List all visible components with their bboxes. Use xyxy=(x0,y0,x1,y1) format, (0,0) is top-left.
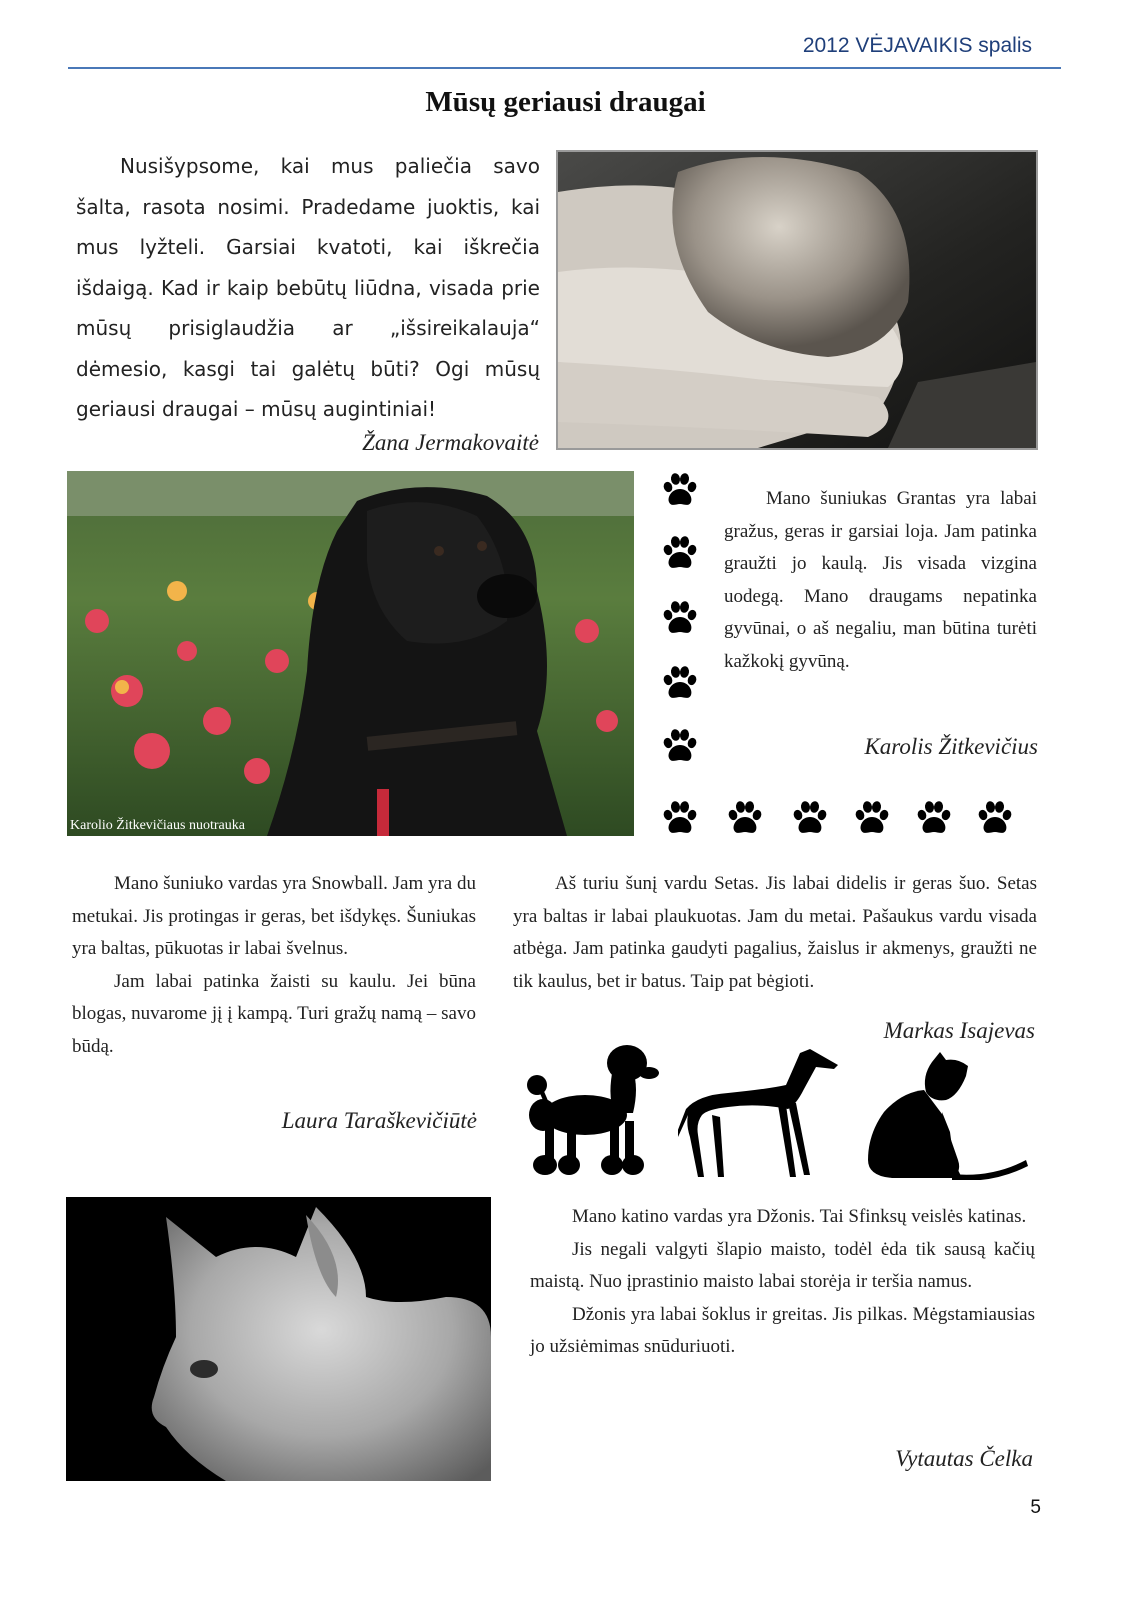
header-rule xyxy=(68,67,1061,69)
story-laura-author: Laura Taraškevičiūtė xyxy=(281,1108,477,1133)
hand-paw-photo xyxy=(556,150,1038,450)
dog-photo xyxy=(67,471,634,836)
story-vytautas-p1: Mano katino vardas yra Džonis. Tai Sfinksų veislės katinas. xyxy=(572,1206,1027,1227)
paw-print-icon xyxy=(975,798,1015,838)
story-karolis xyxy=(724,483,1037,678)
story-laura-p1: Mano šuniuko vardas yra Snowball. Jam yra du metukai. Jis protingas ir geras, bet išdykęs. Šuniukas yra baltas, pūkuotas ir labai švelnus. xyxy=(72,873,476,959)
story-markas-author: Markas Isajevas xyxy=(883,1018,1035,1043)
story-karolis-text: Mano šuniukas Grantas yra labai gražus, geras ir garsiai loja. Jam patinka graužti jo kaulą. Jis visada vizgina uodegą. Mano draugams nepatinka gyvūnai, o aš negaliu, man būtina turėti kažkokį gyvūną. xyxy=(724,488,1037,672)
story-karolis-author: Karolis Žitkevičius xyxy=(864,734,1038,759)
story-vytautas-p3: Džonis yra labai šoklus ir greitas. Jis pilkas. Mėgstamiausias jo užsiėmimas snūduriuoti. xyxy=(530,1303,1035,1357)
intro-author: Žana Jermakovaitė xyxy=(362,430,539,455)
story-vytautas xyxy=(530,1201,1035,1364)
paw-print-icon xyxy=(914,798,954,838)
photo-caption: Karolio Žitkevičiaus nuotrauka xyxy=(70,818,245,833)
sphynx-cat-photo xyxy=(66,1197,491,1481)
paw-print-icon xyxy=(660,598,700,638)
story-laura-p2: Jam labai patinka žaisti su kaulu. Jei būna blogas, nuvarome jį į kampą. Turi gražų namą – savo būdą. xyxy=(72,970,476,1057)
poodle-silhouette-icon xyxy=(515,1043,660,1178)
page-title: Mūsų geriausi draugai xyxy=(425,86,706,118)
story-markas xyxy=(513,868,1037,998)
paw-print-icon xyxy=(660,663,700,703)
story-vytautas-p2: Jis negali valgyti šlapio maisto, todėl ėda tik sausą kačių maistą. Nuo įprastinio maisto labai storėja ir teršia namus. xyxy=(530,1238,1035,1292)
paw-print-icon xyxy=(660,470,700,510)
cat-silhouette-icon xyxy=(862,1052,1032,1180)
paw-print-icon xyxy=(660,726,700,766)
paw-print-icon xyxy=(852,798,892,838)
intro-paragraph: Nusišypsome, kai mus paliečia savo šalta, rasota nosimi. Pradedame juoktis, kai mus lyžteli. Garsiai kvatoti, kai iškrečia išdaigą. Kad ir kaip bebūtų liūdna, visada prie mūsų prisiglaudžia ar „išsireikalauja“ dėmesio, kasgi tai galėtų būti? Ogi mūsų geriausi draugai – mūsų augintiniai! xyxy=(76,154,540,421)
story-markas-text: Aš turiu šunį vardu Setas. Jis labai didelis ir geras šuo. Setas yra baltas ir labai plaukuotas. Jam du metai. Pašaukus vardu visada atbėga. Jam patinka gaudyti pagalius, žaislus ir akmenys, graužti ne tik kaulus, bet ir batus. Taip pat bėgioti. xyxy=(513,873,1037,992)
story-laura xyxy=(72,868,476,1063)
greyhound-silhouette-icon xyxy=(678,1045,840,1180)
story-vytautas-author: Vytautas Čelka xyxy=(895,1446,1033,1471)
paw-print-icon xyxy=(790,798,830,838)
paw-print-icon xyxy=(660,798,700,838)
paw-print-icon xyxy=(725,798,765,838)
header-text: 2012 VĖJAVAIKIS spalis xyxy=(802,34,1032,57)
paw-print-icon xyxy=(660,533,700,573)
page-number: 5 xyxy=(1030,1497,1041,1518)
